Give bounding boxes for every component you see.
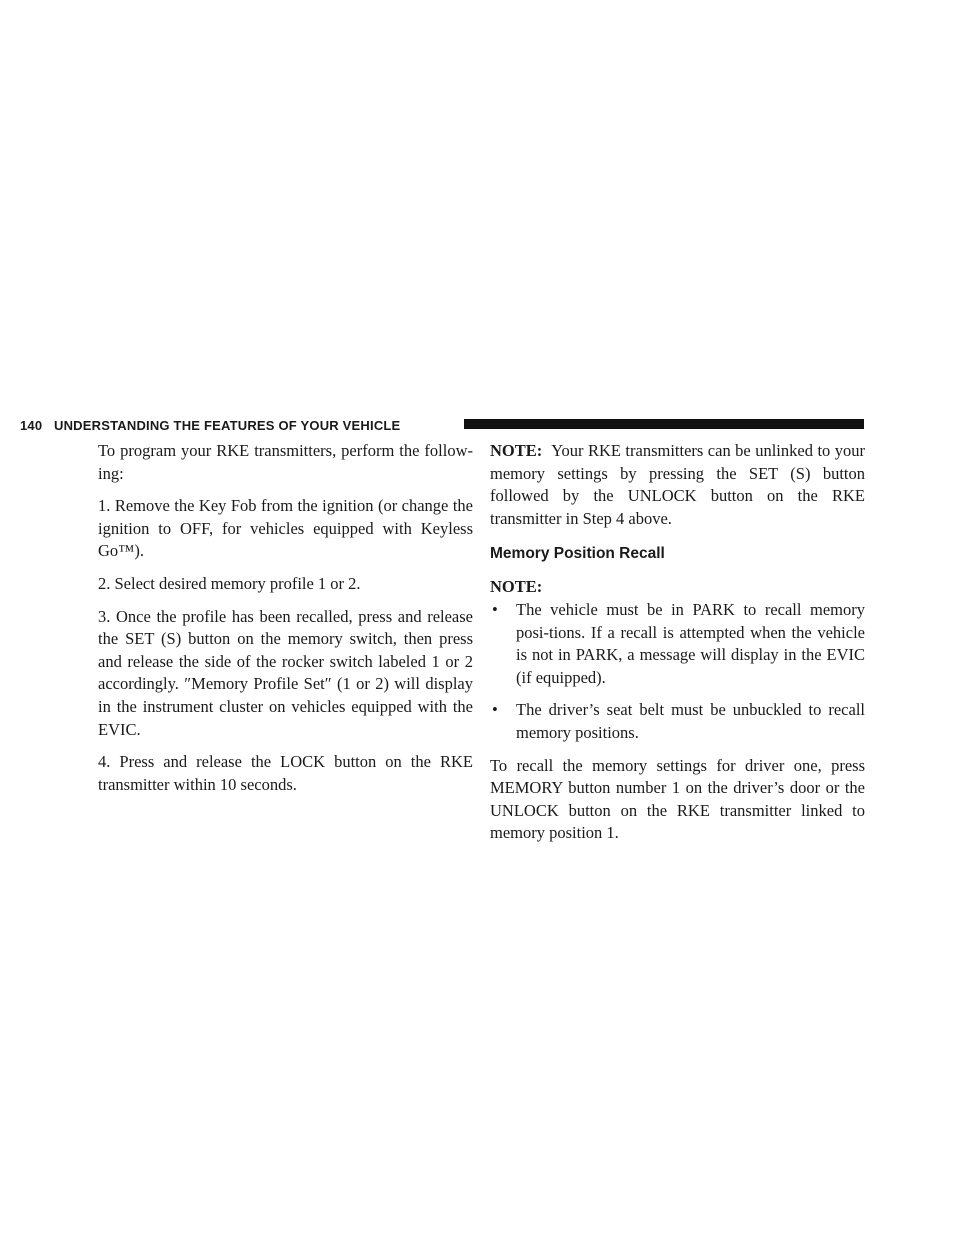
recall-instructions: To recall the memory settings for driver one, press MEMORY button number 1 on the driver’s door or the UNLOCK button on the RKE transmitter linked to memory position 1. (490, 755, 865, 843)
step-2: 2. Select desired memory profile 1 or 2. (98, 573, 361, 593)
unlink-note (490, 440, 865, 530)
note-text: Your RKE transmitters can be unlinked to your memory settings by pressing the SET (S) button followed by the UNLOCK button on the RKE transmitter in Step 4 above. (490, 441, 865, 528)
right-column (490, 440, 865, 855)
note-bullet-list (490, 599, 865, 745)
list-item (490, 599, 865, 689)
programming-intro: To program your RKE transmitters, perform the follow-ing: (98, 441, 473, 483)
step-4: 4. Press and release the LOCK button on the RKE transmitter within 10 seconds. (98, 752, 473, 794)
page-number: 140 (20, 418, 43, 433)
header-rule (464, 419, 864, 429)
list-item (490, 699, 865, 744)
note-heading: NOTE: (490, 577, 543, 597)
bullet-icon: • (492, 700, 498, 720)
step-1: 1. Remove the Key Fob from the ignition (or change the ignition to OFF, for vehicles equipped with Keyless Go™). (98, 496, 473, 561)
step-3: 3. Once the profile has been recalled, press and release the SET (S) button on the memory switch, then press and release the side of the rocker switch labeled 1 or 2 accordingly. ″Memory Profile Set″ (1 or 2) will display in the instrument cluster on vehicles equipped with the EVIC. (98, 606, 473, 739)
bullet-icon: • (492, 599, 498, 619)
left-column (98, 440, 473, 806)
bullet-text: The vehicle must be in PARK to recall memory posi-tions. If a recall is attempted when the vehicle is not in PARK, a message will display in the EVIC (if equipped). (516, 599, 865, 687)
bullet-text: The driver’s seat belt must be unbuckled to recall memory positions. (516, 700, 865, 742)
section-title: UNDERSTANDING THE FEATURES OF YOUR VEHICLE (54, 418, 401, 433)
note-label: NOTE: (490, 441, 543, 460)
page-header (0, 414, 960, 436)
subheading-memory-position-recall: Memory Position Recall (490, 545, 665, 563)
